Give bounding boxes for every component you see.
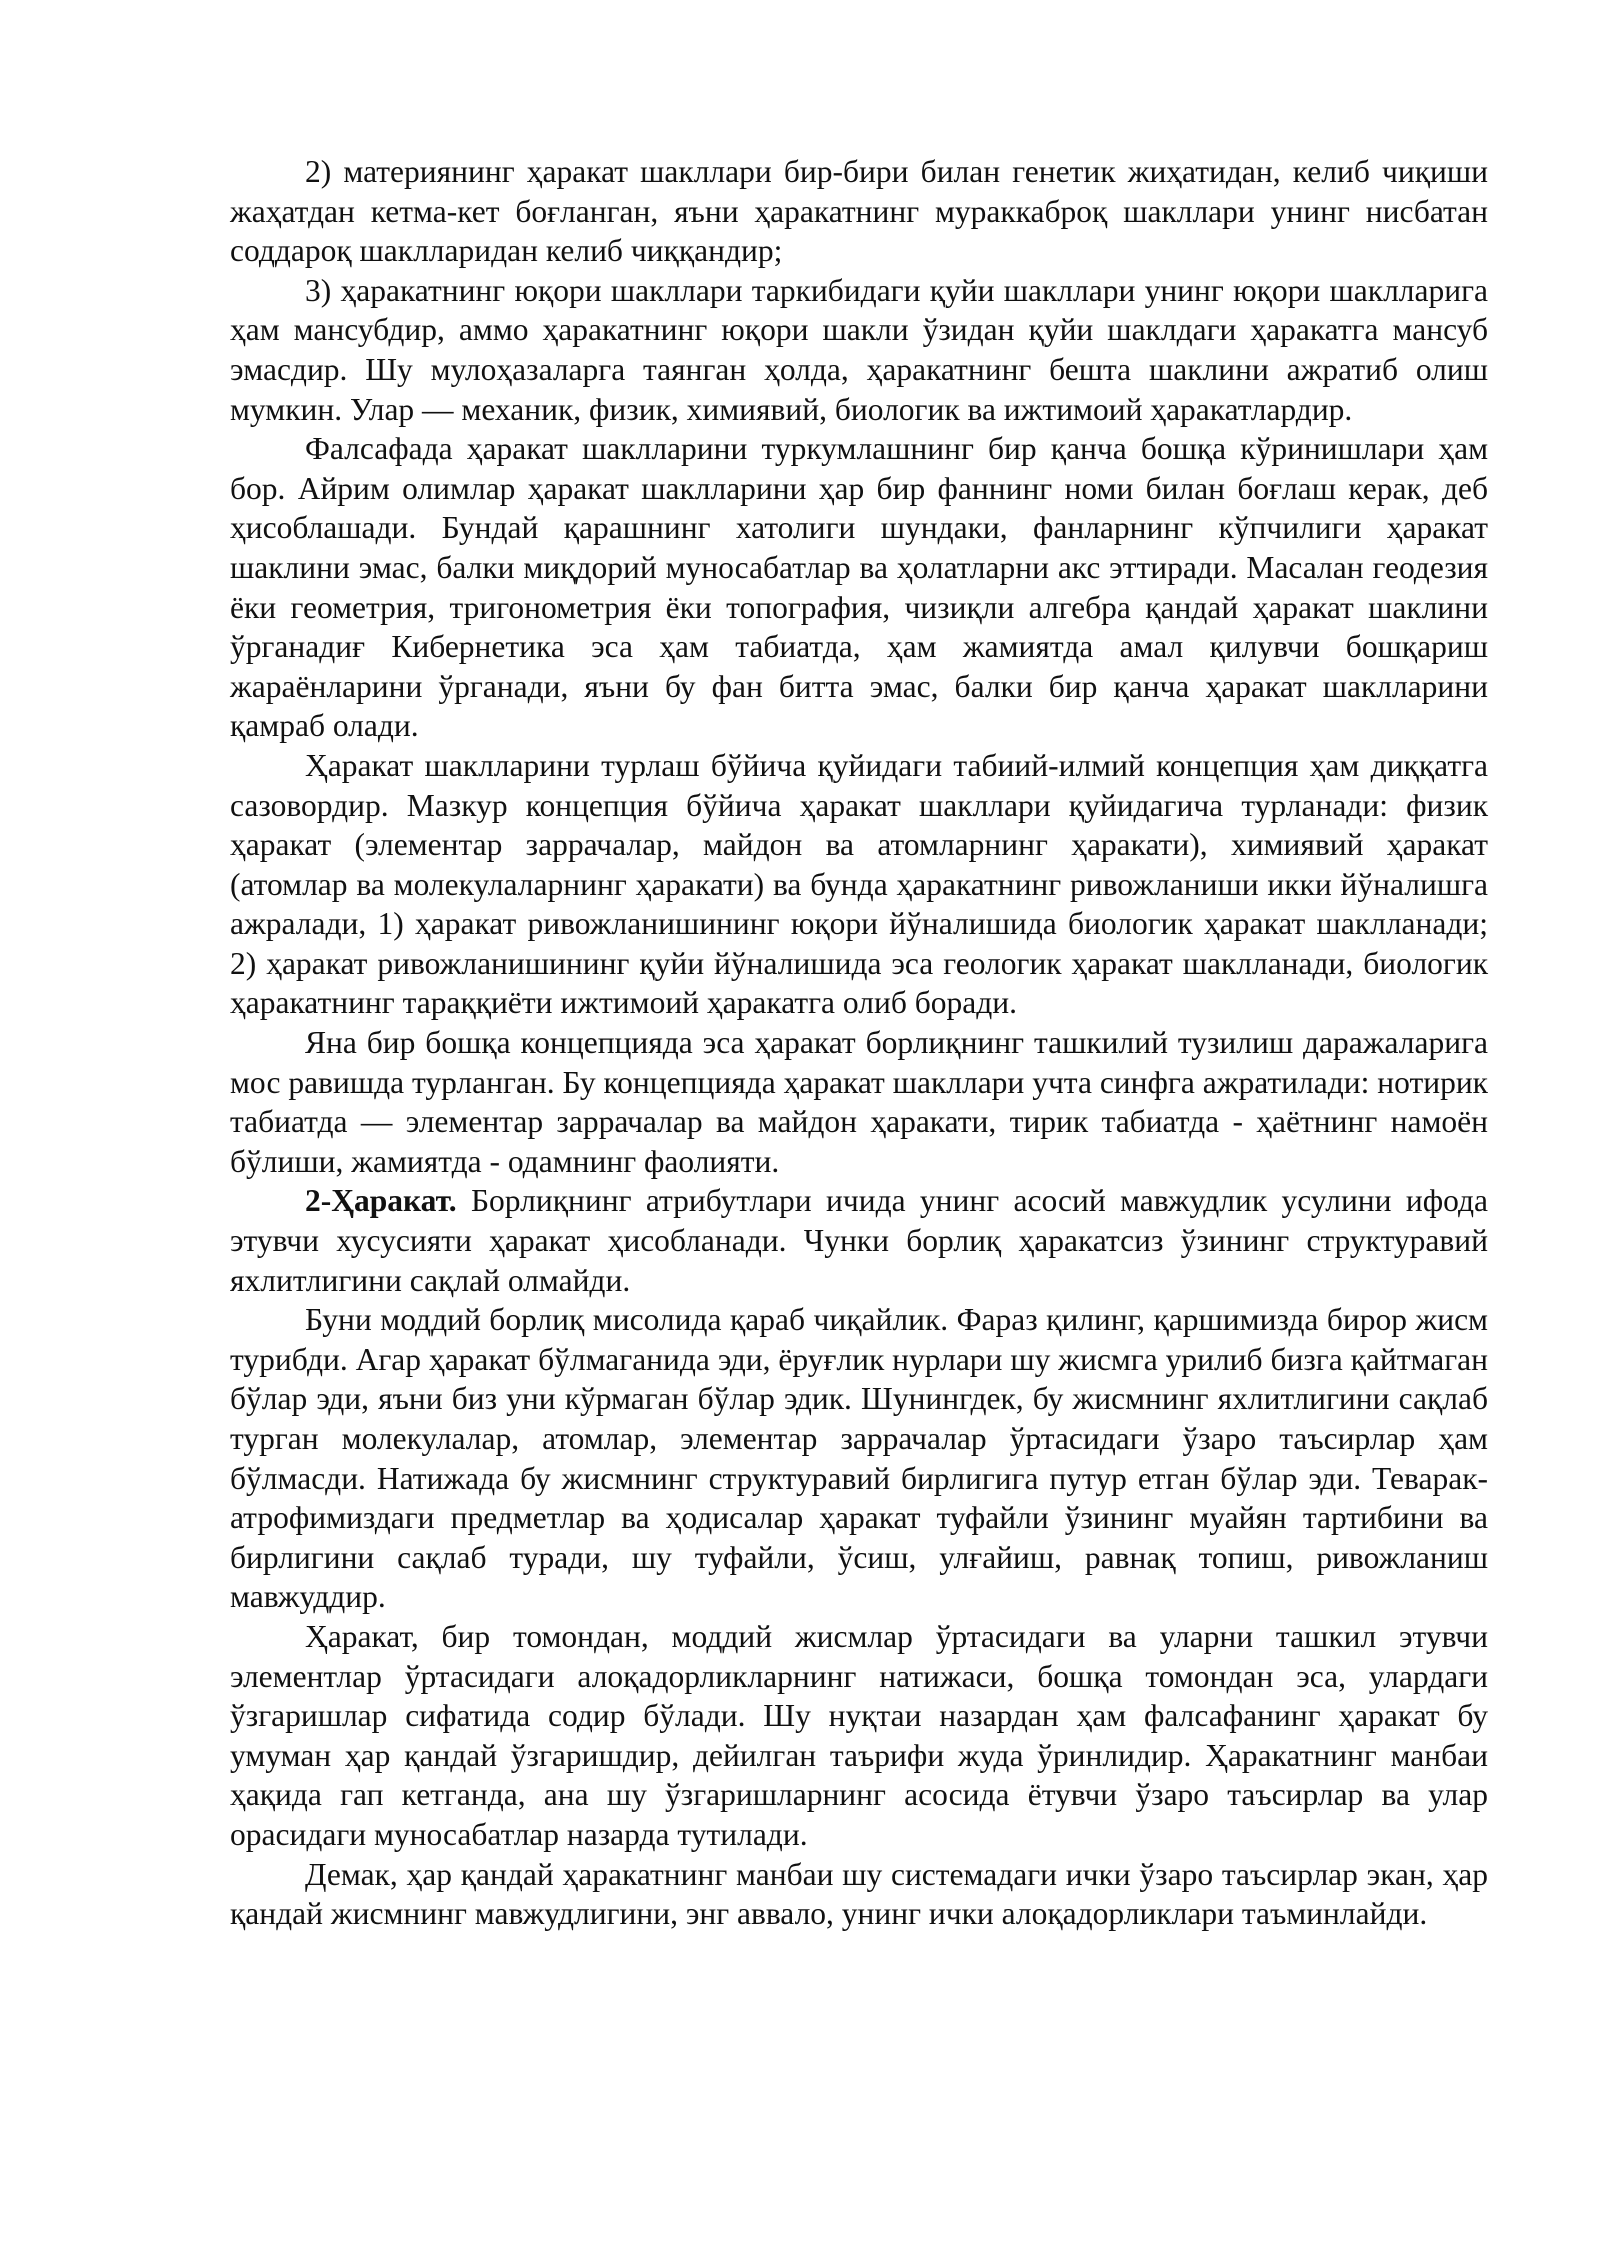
paragraph-3: [230, 429, 1488, 746]
paragraph-text: Ҳаракат шаклларини турлаш бўйича қуйидаги табиий-илмий концепция ҳам диққатга сазовордир. Мазкур концепция бўйича ҳаракат шакллари қуйидагича турланади: физик ҳаракат (элементар заррачалар, майдон ва атомларнинг ҳаракати), химиявий ҳаракат (атомлар ва молекулаларнинг ҳаракати) ва бунда ҳаракатнинг ривожланиши икки йўналишга ажралади, 1) ҳаракат ривожланишининг юқори йўналишида биологик ҳаракат шаклланади; 2) ҳаракат ривожланишининг қуйи йўналишида эса геологик ҳаракат шаклланади, биологик ҳаракатнинг тараққиёти ижтимоий ҳаракатга олиб боради.: [230, 747, 1488, 1021]
paragraph-4: [230, 746, 1488, 1023]
paragraph-5: [230, 1023, 1488, 1181]
paragraph-text: Фалсафада ҳаракат шаклларини туркумлашнинг бир қанча бошқа кўринишлари ҳам бор. Айрим олимлар ҳаракат шаклларини ҳар бир фаннинг номи билан боғлаш керак, деб ҳисоблашади. Бундай қарашнинг хатолиги шундаки, фанларнинг кўпчилиги ҳаракат шаклини эмас, балки миқдорий муносабатлар ва ҳолатларни акс эттиради. Масалан геодезия ёки геометрия, тригонометрия ёки топография, чизиқли алгебра қандай ҳаракат шаклини ўрганадиғ Кибернетика эса ҳам табиатда, ҳам жамиятда амал қилувчи бошқариш жараёнларини ўрганади, яъни бу фан битта эмас, балки бир қанча ҳаракат шаклларини қамраб олади.: [230, 431, 1488, 744]
paragraph-text: Яна бир бошқа концепцияда эса ҳаракат борлиқнинг ташкилий тузилиш даражаларига мос равишда турланган. Бу концепцияда ҳаракат шакллари учта синфга ажратилади: нотирик табиатда — элементар заррачалар ва майдон ҳаракати, тирик табиатда - ҳаётнинг намоён бўлиши, жамиятда - одамнинг фаолияти.: [230, 1025, 1488, 1179]
section-heading: 2-Ҳаракат.: [305, 1183, 457, 1219]
paragraph-text: 3) ҳаракатнинг юқори шакллари таркибидаги қуйи шакллари унинг юқори шаклларига ҳам мансубдир, аммо ҳаракатнинг юқори шакли ўзидан қуйи шаклдаги ҳаракатга мансуб эмасдир. Шу мулоҳазаларга таянган ҳолда, ҳаракатнинг бешта шаклини ажратиб олиш мумкин. Улар — механик, физик, химиявий, биологик ва ижтимоий ҳаракатлардир.: [230, 272, 1488, 427]
paragraph-2: [230, 271, 1488, 429]
paragraph-text: Борлиқнинг атрибутлари ичида унинг асосий мавжудлик усулини ифода этувчи хусусияти ҳаракат ҳисобланади. Чунки борлиқ ҳаракатсиз ўзининг структуравий яхлитлигини сақлай олмайди.: [230, 1183, 1488, 1298]
paragraph-text: Буни моддий борлиқ мисолида қараб чиқайлик. Фараз қилинг, қаршимизда бирор жисм турибди. Агар ҳаракат бўлмаганида эди, ёруғлик нурлари шу жисмга урилиб бизга қайтмаган бўлар эди, яъни биз уни кўрмаган бўлар эдик. Шунингдек, бу жисмнинг яхлитлигини сақлаб турган молекулалар, атомлар, элементар заррачалар ўртасидаги ўзаро таъсирлар ҳам бўлмасди. Натижада бу жисмнинг структуравий бирлигига путур етган бўлар эди. Теварак-атрофимиздаги предметлар ва ҳодисалар ҳаракат туфайли ўзининг муайян тартибини ва бирлигини сақлаб туради, шу туфайли, ўсиш, улғайиш, равнақ топиш, ривожланиш мавжуддир.: [230, 1302, 1488, 1615]
paragraph-7: [230, 1300, 1488, 1617]
paragraph-6: [230, 1181, 1488, 1300]
paragraph-9: [230, 1855, 1488, 1934]
paragraph-text: Демак, ҳар қандай ҳаракатнинг манбаи шу системадаги ички ўзаро таъсирлар экан, ҳар қандай жисмнинг мавжудлигини, энг аввало, унинг ички алоқадорликлари таъминлайди.: [230, 1856, 1488, 1932]
paragraph-text: Ҳаракат, бир томондан, моддий жисмлар ўртасидаги ва уларни ташкил этувчи элементлар ўртасидаги алоқадорликларнинг натижаси, бошқа томондан эса, улардаги ўзгаришлар сифатида содир бўлади. Шу нуқтаи назардан ҳам фалсафанинг ҳаракат бу умуман ҳар қандай ўзгаришдир, дейилган таърифи жуда ўринлидир. Ҳаракатнинг манбаи ҳақида гап кетганда, ана шу ўзгаришларнинг асосида ётувчи ўзаро таъсирлар ва улар орасидаги муносабатлар назарда тутилади.: [230, 1618, 1488, 1852]
body-text: [230, 152, 1488, 1934]
paragraph-1: [230, 152, 1488, 271]
paragraph-8: [230, 1617, 1488, 1855]
paragraph-text: 2) материянинг ҳаракат шакллари бир-бири билан генетик жиҳатидан, келиб чиқиши жаҳатдан кетма-кет боғланган, яъни ҳаракатнинг мураккаброқ шакллари унинг нисбатан соддароқ шаклларидан келиб чиққандир;: [230, 154, 1488, 269]
